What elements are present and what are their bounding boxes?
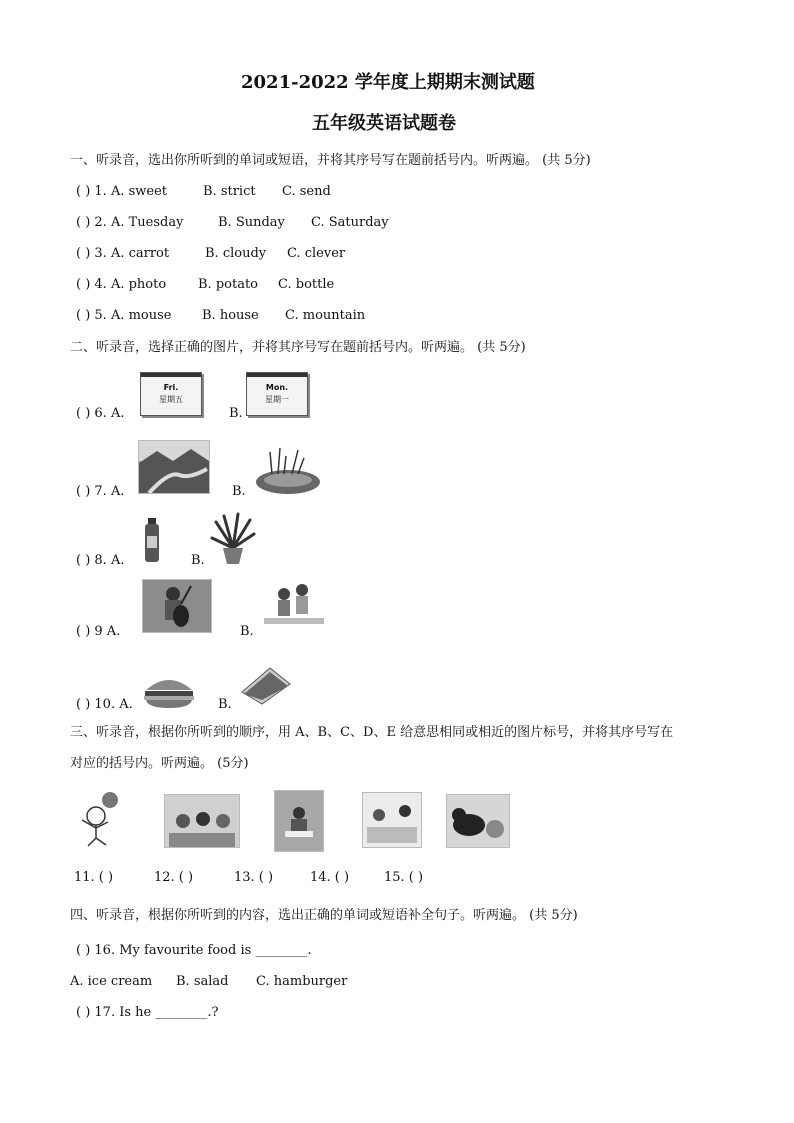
bottle-image: [142, 518, 162, 564]
q2-option-b: B. Sunday: [218, 215, 285, 230]
q5-option-c: C. mountain: [285, 308, 366, 323]
q10-label: ( ) 10. A.: [76, 697, 133, 712]
q5-option-b: B. house: [202, 308, 259, 323]
answer-13: 13. ( ): [234, 870, 274, 885]
page-subtitle: 五年级英语试题卷: [312, 113, 456, 134]
q7-label: ( ) 7. A.: [76, 484, 125, 499]
section3-heading-line1: 三、听录音，根据你所听到的顺序，用 A、B、C、D、E 给意思相同或相近的图片标号，并将其序号写在: [70, 725, 674, 740]
q7-option-b: B.: [232, 484, 246, 499]
q16-option-c: C. hamburger: [256, 974, 348, 989]
q8-label: ( ) 8. A.: [76, 553, 125, 568]
calendar-monday-image: [246, 372, 308, 416]
kids-study-image: [362, 792, 422, 848]
calendar-friday-day: Fri.: [163, 383, 179, 392]
potted-plant-image: [208, 512, 258, 566]
q6-label: ( ) 6. A.: [76, 406, 125, 421]
q3-label: ( ) 3. A. carrot: [76, 246, 170, 261]
section2-heading: 二、听录音，选择正确的图片，并将其序号写在题前括号内。听两遍。 (共 5分): [70, 340, 526, 355]
page-title: 2021-2022 学年度上期期末测试题: [241, 72, 535, 93]
q4-label: ( ) 4. A. photo: [76, 277, 167, 292]
answer-12: 12. ( ): [154, 870, 194, 885]
family-dinner-image: [164, 794, 240, 848]
lake-image: [252, 444, 324, 496]
q6-option-b: B.: [229, 406, 243, 421]
q1-label: ( ) 1. A. sweet: [76, 184, 168, 199]
calendar-monday-day: Mon.: [265, 383, 289, 392]
q16-option-a: A. ice cream: [70, 974, 153, 989]
q8-option-b: B.: [191, 553, 205, 568]
q9-option-b: B.: [240, 624, 254, 639]
answer-14: 14. ( ): [310, 870, 350, 885]
q17-label: ( ) 17. Is he ________.?: [76, 1005, 219, 1020]
q10-option-b: B.: [218, 697, 232, 712]
q9-label: ( ) 9 A.: [76, 624, 121, 639]
answer-15: 15. ( ): [384, 870, 424, 885]
q1-option-b: B. strict: [203, 184, 256, 199]
boy-reading-image: [274, 790, 324, 852]
q1-option-c: C. send: [282, 184, 331, 199]
answer-11: 11. ( ): [74, 870, 114, 885]
q2-label: ( ) 2. A. Tuesday: [76, 215, 184, 230]
kids-playing-image: [258, 578, 328, 632]
q3-option-c: C. clever: [287, 246, 346, 261]
playing-pipa-image: [142, 579, 212, 633]
q4-option-b: B. potato: [198, 277, 258, 292]
calendar-friday-cn: 星期五: [159, 395, 183, 404]
section1-heading: 一、听录音，选出你所听到的单词或短语，并将其序号写在题前括号内。听两遍。 (共 5分): [70, 153, 591, 168]
q3-option-b: B. cloudy: [205, 246, 267, 261]
mountain-river-image: [138, 440, 210, 494]
section4-heading: 四、听录音，根据你所听到的内容，选出正确的单词或短语补全句子。听两遍。 (共 5分): [70, 908, 578, 923]
q16-label: ( ) 16. My favourite food is ________.: [76, 943, 312, 958]
hamburger-image: [142, 672, 196, 712]
toy-dog-ball-image: [446, 794, 510, 848]
calendar-monday-cn: 星期一: [265, 395, 289, 404]
q5-label: ( ) 5. A. mouse: [76, 308, 172, 323]
sandwich-image: [240, 664, 292, 706]
q2-option-c: C. Saturday: [311, 215, 389, 230]
section3-heading-line2: 对应的括号内。听两遍。 (5分): [70, 756, 249, 771]
calendar-friday-image: [140, 372, 202, 416]
q4-option-c: C. bottle: [278, 277, 335, 292]
q16-option-b: B. salad: [176, 974, 229, 989]
boy-ball-image: [76, 790, 126, 848]
